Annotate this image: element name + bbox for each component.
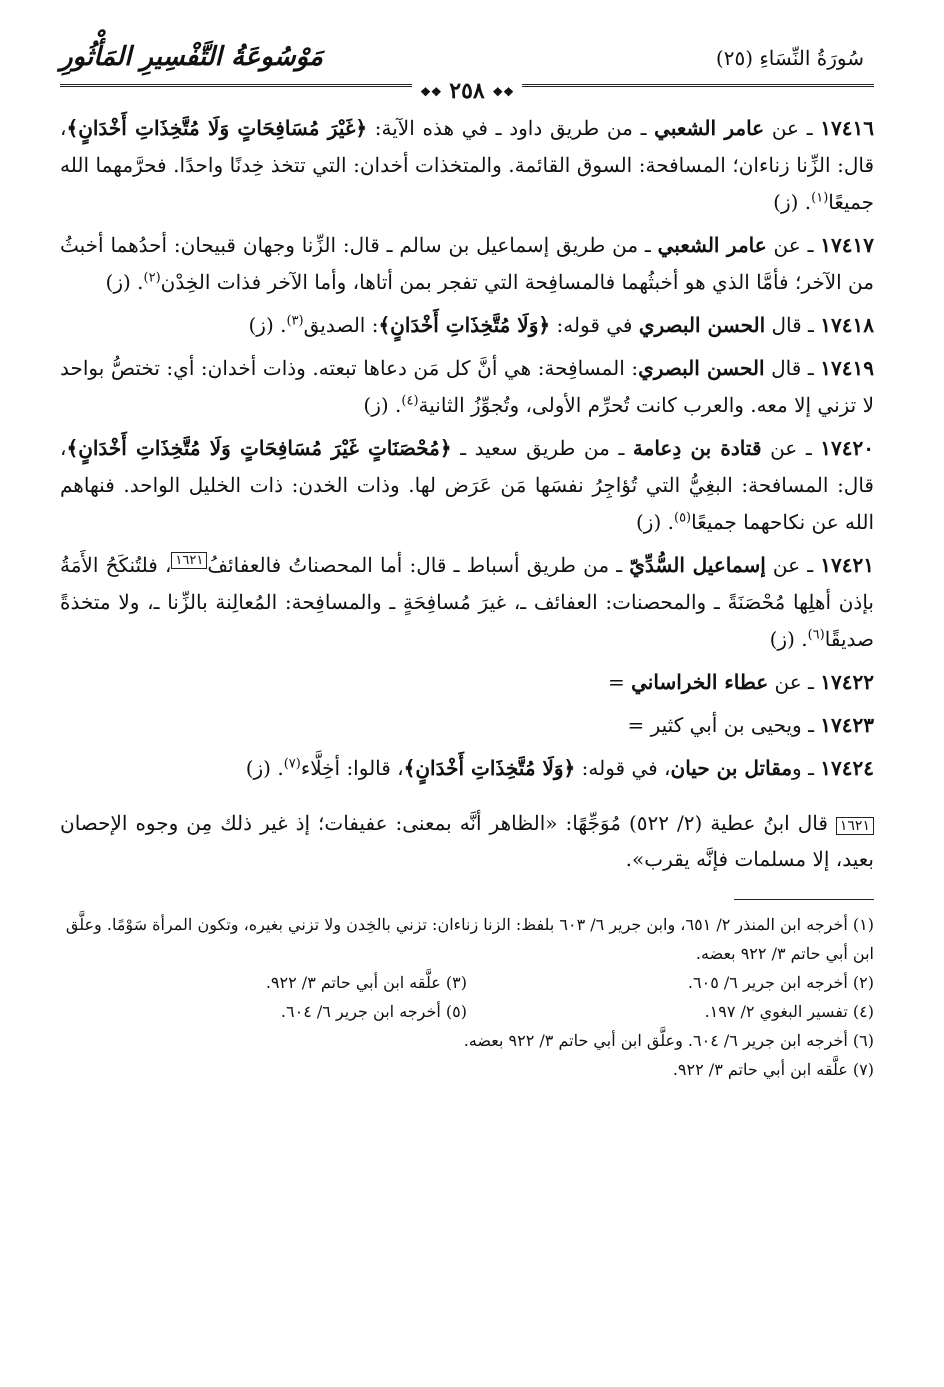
note-number: ١٦٢١	[836, 817, 874, 835]
entry-text: . (ز)	[773, 190, 812, 214]
quran-quote: ﴿وَلَا مُتَّخِذَاتِ أَخْدَانٍ﴾	[378, 313, 551, 337]
page	[60, 40, 874, 1084]
entry-text: ـ عن	[768, 670, 821, 694]
quran-quote: ﴿غَيْرَ مُسَافِحَاتٍ وَلَا مُتَّخِذَاتِ أَخْدَانٍ﴾	[66, 116, 368, 140]
entry-number: ١٧٤٢٤	[820, 756, 874, 780]
entry-text: . (ز)	[248, 313, 287, 337]
narration-entry	[60, 707, 874, 744]
entry-text: قال	[789, 811, 836, 835]
page-number-block	[412, 78, 522, 104]
page-header	[60, 40, 874, 110]
footnote-4: (٤) تفسير البغوي ٢/ ١٩٧.	[704, 1002, 874, 1021]
note-ref-box: ١٦٢١	[171, 552, 207, 569]
footnote-ref: (٧)	[283, 756, 301, 772]
entry-text: ـ من طريق سعيد ـ	[451, 436, 633, 460]
entry-number: ١٧٤١٦	[820, 116, 875, 140]
entry-text: ، قالوا: أخِلَّاء	[300, 756, 404, 780]
narrator-name: مقاتل بن حيان	[670, 756, 793, 780]
quran-quote: ﴿وَلَا مُتَّخِذَاتِ أَخْدَانٍ﴾	[403, 756, 576, 780]
footnote-ref: (٦)	[807, 627, 825, 643]
narration-entry	[60, 350, 874, 424]
entry-text: ، قال: الزِّنا زناءان؛ المسافحة: السوق القائمة. والمتخذات أخدان: التي تتخذ خِدنًا واحدًا. فحرَّمهما الله جميعًا	[60, 116, 874, 214]
entry-text: . (ز)	[769, 627, 808, 651]
entry-text: ، قال: المسافحة: البغِيُّ التي تُؤاجِرُ نفسَها مَن عَرَض لها. وذات الخدن: ذات الخليل الواحد. فنهاهم الله عن نكاحهما جميعًا	[60, 436, 874, 534]
editor-note	[60, 805, 874, 877]
entry-number: ١٧٤٢٣	[820, 713, 874, 737]
entry-text: ـ قال	[764, 356, 821, 380]
entry-text: =	[608, 670, 632, 694]
footnote-2: (٢) أخرجه ابن جرير ٦/ ٦٠٥.	[687, 973, 874, 992]
narration-entry	[60, 227, 874, 301]
entry-number: ١٧٤١٨	[820, 313, 874, 337]
footnote-divider	[734, 899, 874, 900]
entry-text: ـ من طريق أسباط ـ قال: أما المحصناتُ فالعفائفُ	[207, 553, 630, 577]
footnote-7: (٧) علَّقه ابن أبي حاتم ٣/ ٩٢٢.	[672, 1060, 874, 1079]
narrator-name: عامر الشعبي	[657, 233, 767, 257]
narrator-name: قتادة بن دِعامة	[632, 436, 762, 460]
entry-text: : المسافِحة: هي أنَّ كل مَن دعاها تبعته. وذات أخدان: أي: تختصُّ بواحد لا تزني إلا معه. والعرب كانت تُحرِّم الأولى، وتُجوِّزُ الثانية	[60, 356, 874, 417]
footnote-ref: (٥)	[673, 510, 692, 526]
narrator-name: عطاء الخراساني	[631, 670, 769, 694]
narrator-name: الحسن البصري	[638, 313, 766, 337]
footnote-ref: (١)	[811, 190, 829, 206]
entry-text: ـ قال	[765, 313, 821, 337]
footnote-row	[60, 997, 874, 1026]
entry-text: . (ز)	[105, 270, 144, 294]
entry-text: ، فلتُنكَحُ الأَمَةُ بإذن أهلِها مُحْصَنَةً ـ والمحصنات: العفائف ـ، غيرَ مُسافِحَةٍ ـ والمسافِحة: المُعالِنة بالزِّنا ـ، ولا متخذةً صديقًا	[60, 553, 874, 651]
entry-text: ـ ويحيى بن أبي كثير =	[627, 713, 821, 737]
book-title: مَوْسُوعَةُ التَّفْسِيرِ المَأْثُورِ	[60, 42, 323, 72]
narrator-name: إسماعيل السُّدِّيّ	[629, 553, 766, 577]
page-number: ٢٥٨	[449, 78, 485, 104]
footnote-ref: (٢)	[143, 270, 161, 286]
footnote-3: (٣) علَّقه ابن أبي حاتم ٣/ ٩٢٢.	[265, 973, 467, 992]
footnote-ref: (٣)	[286, 313, 304, 329]
narration-entry	[60, 307, 874, 344]
entries-list	[60, 110, 874, 787]
entry-text: . (ز)	[245, 756, 284, 780]
entry-number: ١٧٤٢٠	[820, 436, 874, 460]
narrator-name: ابنُ عطية (٢/ ٥٢٢) مُوَجِّهًا	[572, 811, 790, 835]
entry-text: ـ عن	[766, 233, 821, 257]
surah-title: سُورَةُ النِّسَاءِ (٢٥)	[715, 46, 864, 70]
narrator-name: عامر الشعبي	[654, 116, 765, 140]
footnotes	[60, 910, 874, 1084]
entry-text: ـ عن	[761, 436, 821, 460]
entry-text: : «الظاهر أنَّه بمعنى: عفيفات؛ إذ غير ذلك مِن وجوه الإحصان بعيد، إلا مسلمات فإنَّه يقرب».	[60, 811, 874, 871]
narration-entry	[60, 750, 874, 787]
entry-number: ١٧٤٢٢	[820, 670, 874, 694]
entry-text: ـ عن	[764, 116, 821, 140]
entry-text: . (ز)	[363, 393, 402, 417]
entry-text: ـ عن	[765, 553, 821, 577]
entry-text: : الصديق	[303, 313, 379, 337]
ornament-icon: ❖❖	[492, 85, 514, 99]
entry-text: ـ من طريق داود ـ في هذه الآية:	[367, 116, 655, 140]
entry-number: ١٧٤٢١	[820, 553, 875, 577]
ornament-icon: ❖❖	[420, 85, 442, 99]
footnote-5: (٥) أخرجه ابن جرير ٦/ ٦٠٤.	[280, 1002, 467, 1021]
narration-entry	[60, 664, 874, 701]
footnote-row	[60, 968, 874, 997]
entry-text: في قوله:	[550, 313, 639, 337]
quran-quote: ﴿مُحْصَنَاتٍ غَيْرَ مُسَافِحَاتٍ وَلَا مُتَّخِذَاتِ أَخْدَانٍ﴾	[66, 436, 452, 460]
footnote-6: (٦) أخرجه ابن جرير ٦/ ٦٠٤. وعلَّق ابن أبي حاتم ٣/ ٩٢٢ بعضه.	[463, 1031, 874, 1050]
narration-entry	[60, 430, 874, 541]
note-body	[60, 811, 874, 871]
narration-entry	[60, 547, 874, 658]
entry-text: . (ز)	[636, 510, 674, 534]
footnote-ref: (٤)	[401, 393, 419, 409]
footnote-1: (١) أخرجه ابن المنذر ٢/ ٦٥١، وابن جرير ٦/ ٦٠٣ بلفظ: الزنا زناءان: تزني بالخِدن ولا تزني بغيره، وتكون المرأة سَوْمًا. وعلَّق ابن أبي حاتم ٣/ ٩٢٢ بعضه.	[65, 915, 874, 963]
entry-number: ١٧٤١٩	[820, 356, 874, 380]
entry-text: ـ من طريق إسماعيل بن سالم ـ قال: الزِّنا وجهان قبيحان: أحدُهما أخبثُ من الآخر؛ فأمَّا الذي هو أخبثُهما فالمسافِحة التي تفجر بمن أتاها، وأما الآخر فذات الخِدْن	[60, 233, 874, 294]
narration-entry	[60, 110, 874, 221]
entry-number: ١٧٤١٧	[820, 233, 874, 257]
entry-text: ، في قوله:	[575, 756, 671, 780]
entry-text: ـ و	[792, 756, 821, 780]
narrator-name: الحسن البصري	[638, 356, 765, 380]
